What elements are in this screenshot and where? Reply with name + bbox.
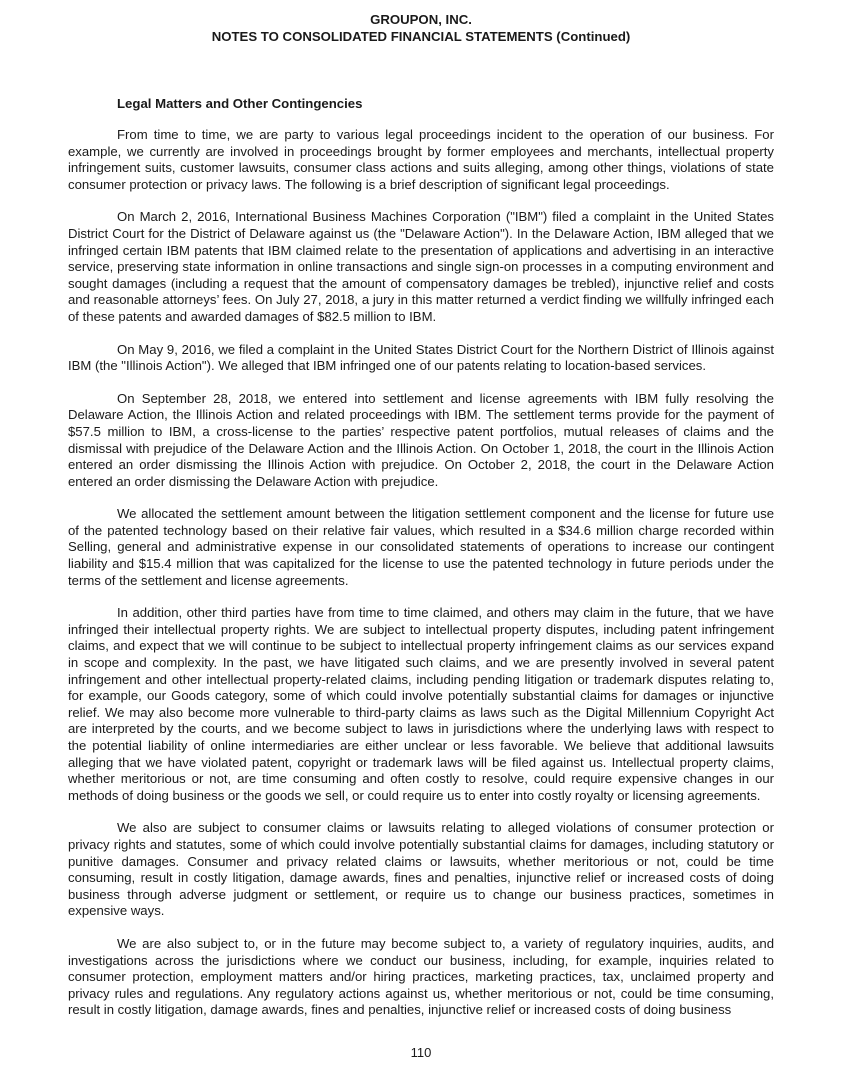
paragraph-illinois-action: On May 9, 2016, we filed a complaint in the United States District Court for the Northern District of Illinois against IBM (the "Illinois Action"). We alleged that IBM infringed one of our patents relating to location-based services. [68,341,774,374]
page-number: 110 [410,1045,432,1060]
page-title: NOTES TO CONSOLIDATED FINANCIAL STATEMENTS (Continued) [211,29,631,44]
section-body [68,127,774,1035]
paragraph-allocation: We allocated the settlement amount between the litigation settlement component and the license for future use of the patented technology based on their relative fair values, which resulted in a $34.6 million charge recorded within Selling, general and administrative expense in our consolidated statements of operations to increase our contingent liability and $15.4 million that was capitalized for the license to use the patented technology in future periods under the terms of the settlement and license agreements. [68,506,774,588]
paragraph-ip-claims: In addition, other third parties have from time to time claimed, and others may claim in the future, that we have infringed their intellectual property rights. We are subject to intellectual property disputes, including patent infringement claims, and expect that we will continue to be subject to intellectual property infringement claims as our services expand in scope and complexity. In the past, we have litigated such claims, and we are presently involved in several patent infringement and other intellectual property-related claims, including pending litigation or trademark disputes relating to, for example, our Goods category, some of which could involve potentially substantial claims for damages or injunctive relief. We may also become more vulnerable to third-party claims as laws such as the Digital Millennium Copyright Act are interpreted by the courts, and we become subject to laws in jurisdictions where the underlying laws with respect to the potential liability of online intermediaries are either unclear or less favorable. We believe that additional lawsuits alleging that we have violated patent, copyright or trademark laws will be filed against us. Intellectual property claims, whether meritorious or not, are time consuming and often costly to resolve, could require expensive changes in our methods of doing business or the goods we sell, or could require us to enter into costly royalty or licensing agreements. [68,605,774,803]
paragraph-settlement: On September 28, 2018, we entered into settlement and license agreements with IBM fully resolving the Delaware Action, the Illinois Action and related proceedings with IBM. The settlement terms provide for the payment of $57.5 million to IBM, a cross-license to the parties’ respective patent portfolios, mutual releases of claims and the dismissal with prejudice of the Delaware Action and the Illinois Action. On October 1, 2018, the court in the Illinois Action entered an order dismissing the Illinois Action with prejudice. On October 2, 2018, the court in the Delaware Action entered an order dismissing the Delaware Action with prejudice. [68,390,774,489]
paragraph-consumer-claims: We also are subject to consumer claims or lawsuits relating to alleged violations of consumer protection or privacy rights and statutes, some of which could involve potentially substantial claims for damages, including statutory or punitive damages. Consumer and privacy related claims or lawsuits, whether meritorious or not, could be time consuming, result in costly litigation, damage awards, fines and penalties, injunctive relief or increased costs of doing business through adverse judgment or settlement, or require us to change our business practices, sometimes in expensive ways. [68,820,774,919]
company-name: GROUPON, INC. [370,12,472,27]
paragraph-intro: From time to time, we are party to various legal proceedings incident to the operation of our business. For example, we currently are involved in proceedings brought by former employees and merchants, intellectual property infringement suits, customer lawsuits, consumer class actions and suits alleging, among other things, violations of state consumer protection or privacy laws. The following is a brief description of significant legal proceedings. [68,127,774,192]
paragraph-delaware-action: On March 2, 2016, International Business Machines Corporation ("IBM") filed a complaint in the United States District Court for the District of Delaware against us (the "Delaware Action"). In the Delaware Action, IBM alleged that we infringed certain IBM patents that IBM claimed relate to the presentation of applications and advertising in an interactive service, preserving state information in online transactions and single sign-on processes in a computing environment and sought damages (including a request that the amount of compensatory damages be trebled), injunctive relief and costs and reasonable attorneys’ fees. On July 27, 2018, a jury in this matter returned a verdict finding we willfully infringed each of these patents and awarded damages of $82.5 million to IBM. [68,209,774,324]
section-heading: Legal Matters and Other Contingencies [117,96,363,111]
paragraph-regulatory: We are also subject to, or in the future may become subject to, a variety of regulatory inquiries, audits, and investigations across the jurisdictions where we conduct our business, including, for example, inquiries related to consumer protection, employment matters and/or hiring practices, marketing practices, tax, unclaimed property and privacy rules and regulations. Any regulatory actions against us, whether meritorious or not, could be time consuming, result in costly litigation, damage awards, fines and penalties, injunctive relief or increased costs of doing business [68,935,774,1018]
